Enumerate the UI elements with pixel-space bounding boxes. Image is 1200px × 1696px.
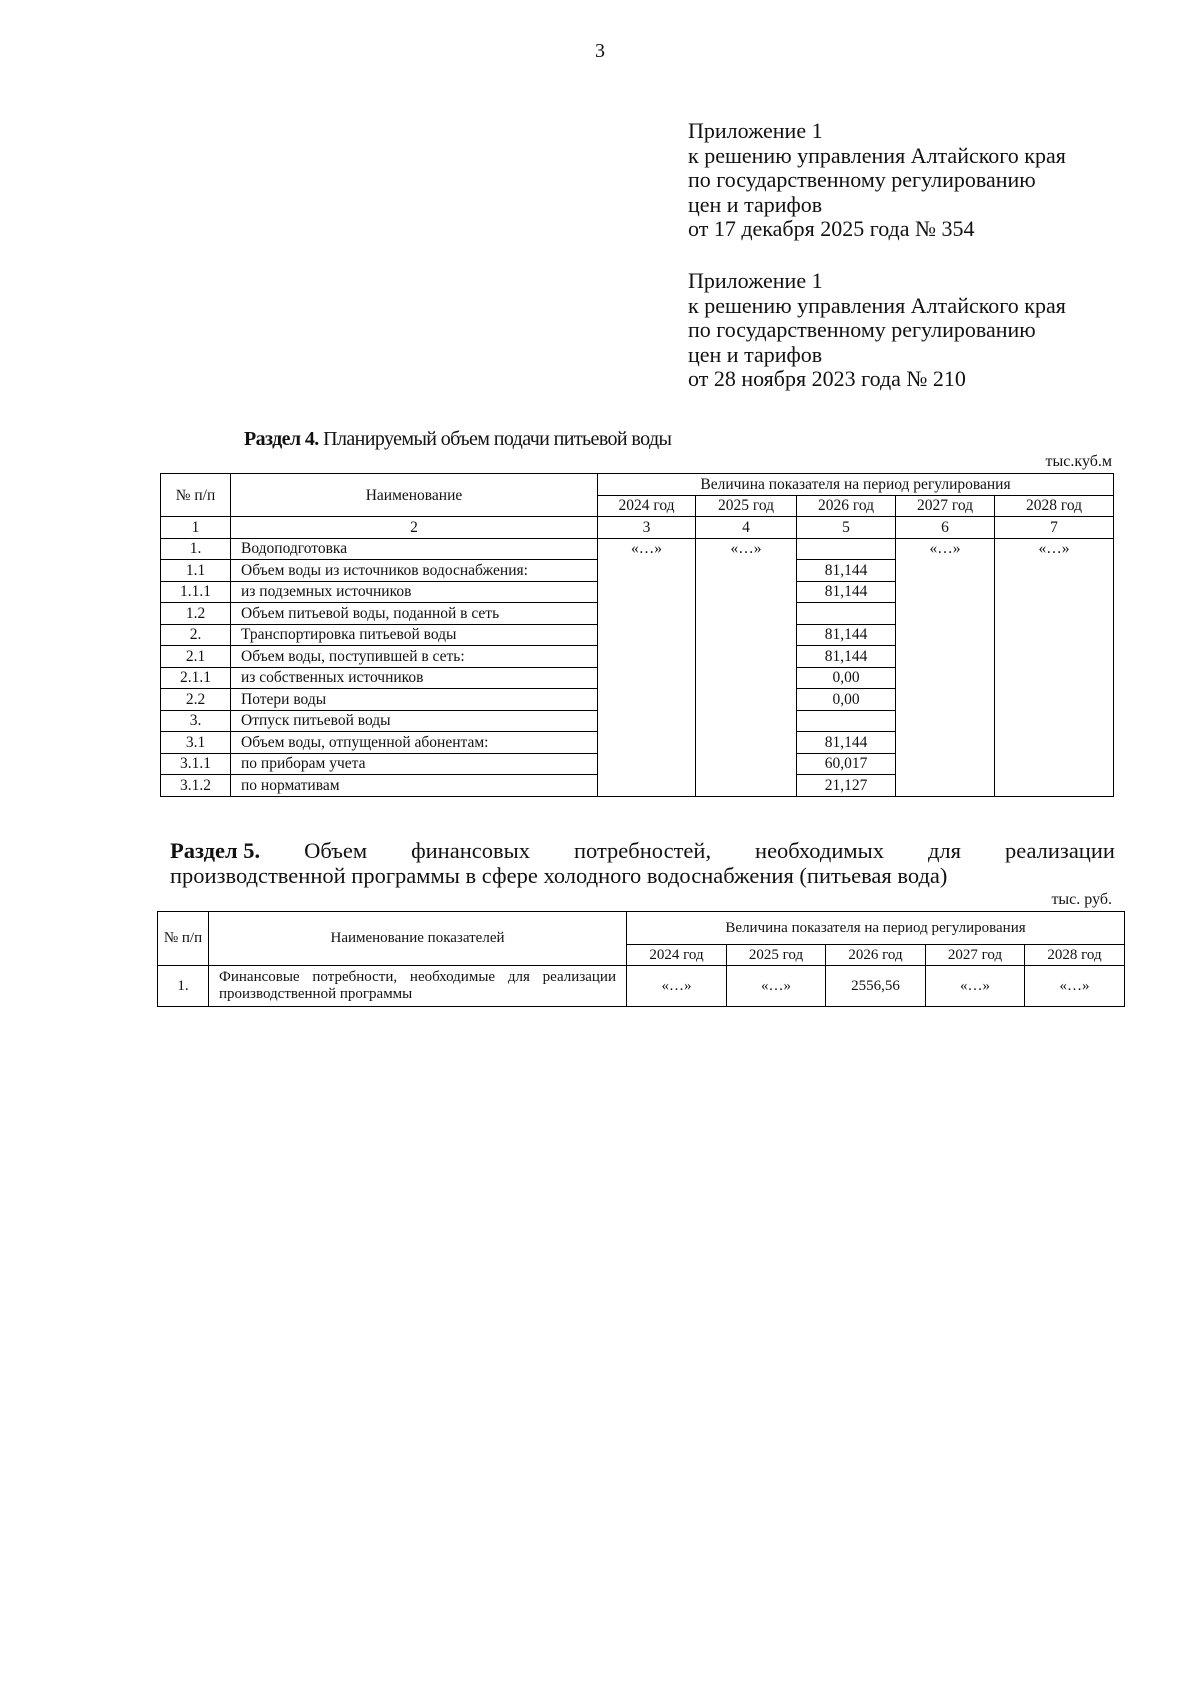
value-2026 bbox=[797, 603, 896, 625]
table-row bbox=[161, 538, 1114, 560]
index-cell: 5 bbox=[797, 517, 896, 539]
row-num: 1. bbox=[161, 538, 231, 560]
row-name: Финансовые потребности, необходимые для реализации производственной программы bbox=[209, 966, 627, 1007]
row-num: 1. bbox=[158, 966, 209, 1007]
value-2026: 21,127 bbox=[797, 775, 896, 797]
title-word bbox=[170, 838, 260, 863]
col-name-header: Наименование bbox=[231, 474, 598, 517]
appendix-current bbox=[688, 119, 1066, 242]
appendix-line: Приложение 1 bbox=[688, 118, 823, 143]
year-header: 2027 год bbox=[896, 495, 995, 517]
appendix-line: от 17 декабря 2025 года № 354 bbox=[688, 216, 975, 241]
row-num: 2. bbox=[161, 624, 231, 646]
section5-label: Раздел 5. bbox=[170, 838, 261, 863]
value-2028: «…» bbox=[1025, 966, 1125, 1007]
appendix-line: цен и тарифов bbox=[688, 191, 823, 217]
section4-unit: тыс.куб.м bbox=[1045, 453, 1112, 470]
title-word: реализации bbox=[1004, 838, 1115, 863]
year-header: 2024 год bbox=[598, 495, 696, 517]
merged-2025: «…» bbox=[696, 538, 797, 796]
section4-label: Раздел 4. bbox=[244, 428, 319, 450]
value-2026: 81,144 bbox=[797, 646, 896, 668]
value-2026: 81,144 bbox=[797, 624, 896, 646]
appendix-line: к решению управления Алтайского края bbox=[688, 142, 1066, 168]
value-2026: 2556,56 bbox=[826, 966, 926, 1007]
title-word: для bbox=[927, 838, 961, 863]
row-num: 3.1.1 bbox=[161, 753, 231, 775]
value-2026: 0,00 bbox=[797, 667, 896, 689]
row-name: Объем питьевой воды, поданной в сеть bbox=[231, 603, 598, 625]
value-2027: «…» bbox=[926, 966, 1025, 1007]
row-num: 1.2 bbox=[161, 603, 231, 625]
col-group-header: Величина показателя на период регулирования bbox=[627, 912, 1125, 945]
row-num: 2.1.1 bbox=[161, 667, 231, 689]
value-2026: 0,00 bbox=[797, 689, 896, 711]
row-name: Отпуск питьевой воды bbox=[231, 710, 598, 732]
row-num: 3.1.2 bbox=[161, 775, 231, 797]
appendix-line: по государственному регулированию bbox=[688, 317, 1036, 342]
value-2026: 60,017 bbox=[797, 753, 896, 775]
row-num: 2.1 bbox=[161, 646, 231, 668]
merged-2024: «…» bbox=[598, 538, 696, 796]
title-word: потребностей, bbox=[573, 838, 712, 863]
section4-title bbox=[244, 428, 671, 451]
year-header: 2026 год bbox=[826, 945, 926, 966]
year-header: 2026 год bbox=[797, 495, 896, 517]
row-num: 3.1 bbox=[161, 732, 231, 754]
year-header: 2028 год bbox=[995, 495, 1114, 517]
section5-title bbox=[170, 838, 1115, 888]
row-name: Потери воды bbox=[231, 689, 598, 711]
section5-title-line1 bbox=[170, 838, 1115, 863]
value-2026: 81,144 bbox=[797, 581, 896, 603]
index-cell: 6 bbox=[896, 517, 995, 539]
row-name: Объем воды, поступившей в сеть: bbox=[231, 646, 598, 668]
page-number: 3 bbox=[595, 40, 605, 62]
row-num: 1.1.1 bbox=[161, 581, 231, 603]
index-cell: 3 bbox=[598, 517, 696, 539]
value-2026 bbox=[797, 710, 896, 732]
index-cell: 2 bbox=[231, 517, 598, 539]
year-header: 2028 год bbox=[1025, 945, 1125, 966]
value-2026: 81,144 bbox=[797, 732, 896, 754]
water-volume-table bbox=[160, 473, 1114, 797]
title-word: финансовых bbox=[411, 838, 530, 863]
title-word: Объем bbox=[304, 838, 368, 863]
value-2024: «…» bbox=[627, 966, 727, 1007]
row-name: из собственных источников bbox=[231, 667, 598, 689]
year-header: 2025 год bbox=[727, 945, 826, 966]
row-name: из подземных источников bbox=[231, 581, 598, 603]
index-cell: 1 bbox=[161, 517, 231, 539]
col-group-header: Величина показателя на период регулирования bbox=[598, 474, 1114, 496]
year-header: 2027 год bbox=[926, 945, 1025, 966]
value-2026 bbox=[797, 538, 896, 560]
appendix-line: к решению управления Алтайского края bbox=[688, 292, 1066, 318]
section5-unit: тыс. руб. bbox=[1051, 891, 1112, 908]
year-header: 2025 год bbox=[696, 495, 797, 517]
index-cell: 7 bbox=[995, 517, 1114, 539]
appendix-line: по государственному регулированию bbox=[688, 167, 1036, 192]
section5-title-line2: производственной программы в сфере холодного водоснабжения (питьевая вода) bbox=[170, 863, 948, 888]
section4-title-text: Планируемый объем подачи питьевой воды bbox=[323, 428, 672, 450]
appendix-line: Приложение 1 bbox=[688, 268, 823, 293]
row-name: по нормативам bbox=[231, 775, 598, 797]
row-name: Транспортировка питьевой воды bbox=[231, 624, 598, 646]
merged-2027: «…» bbox=[896, 538, 995, 796]
value-2026: 81,144 bbox=[797, 560, 896, 582]
appendix-previous bbox=[688, 269, 1066, 392]
row-name: Водоподготовка bbox=[231, 538, 598, 560]
row-name: по приборам учета bbox=[231, 753, 598, 775]
merged-2028: «…» bbox=[995, 538, 1114, 796]
row-num: 2.2 bbox=[161, 689, 231, 711]
row-num: 1.1 bbox=[161, 560, 231, 582]
value-2025: «…» bbox=[727, 966, 826, 1007]
year-header: 2024 год bbox=[627, 945, 727, 966]
row-name: Объем воды, отпущенной абонентам: bbox=[231, 732, 598, 754]
appendix-line: цен и тарифов bbox=[688, 341, 823, 367]
appendix-line: от 28 ноября 2023 года № 210 bbox=[688, 366, 966, 391]
row-name: Объем воды из источников водоснабжения: bbox=[231, 560, 598, 582]
title-word: необходимых bbox=[755, 838, 884, 863]
col-num-header: № п/п bbox=[158, 912, 209, 966]
financial-needs-table bbox=[157, 911, 1125, 1007]
index-cell: 4 bbox=[696, 517, 797, 539]
col-name-header: Наименование показателей bbox=[209, 912, 627, 966]
table-row bbox=[158, 966, 1125, 1007]
col-num-header: № п/п bbox=[161, 474, 231, 517]
row-num: 3. bbox=[161, 710, 231, 732]
